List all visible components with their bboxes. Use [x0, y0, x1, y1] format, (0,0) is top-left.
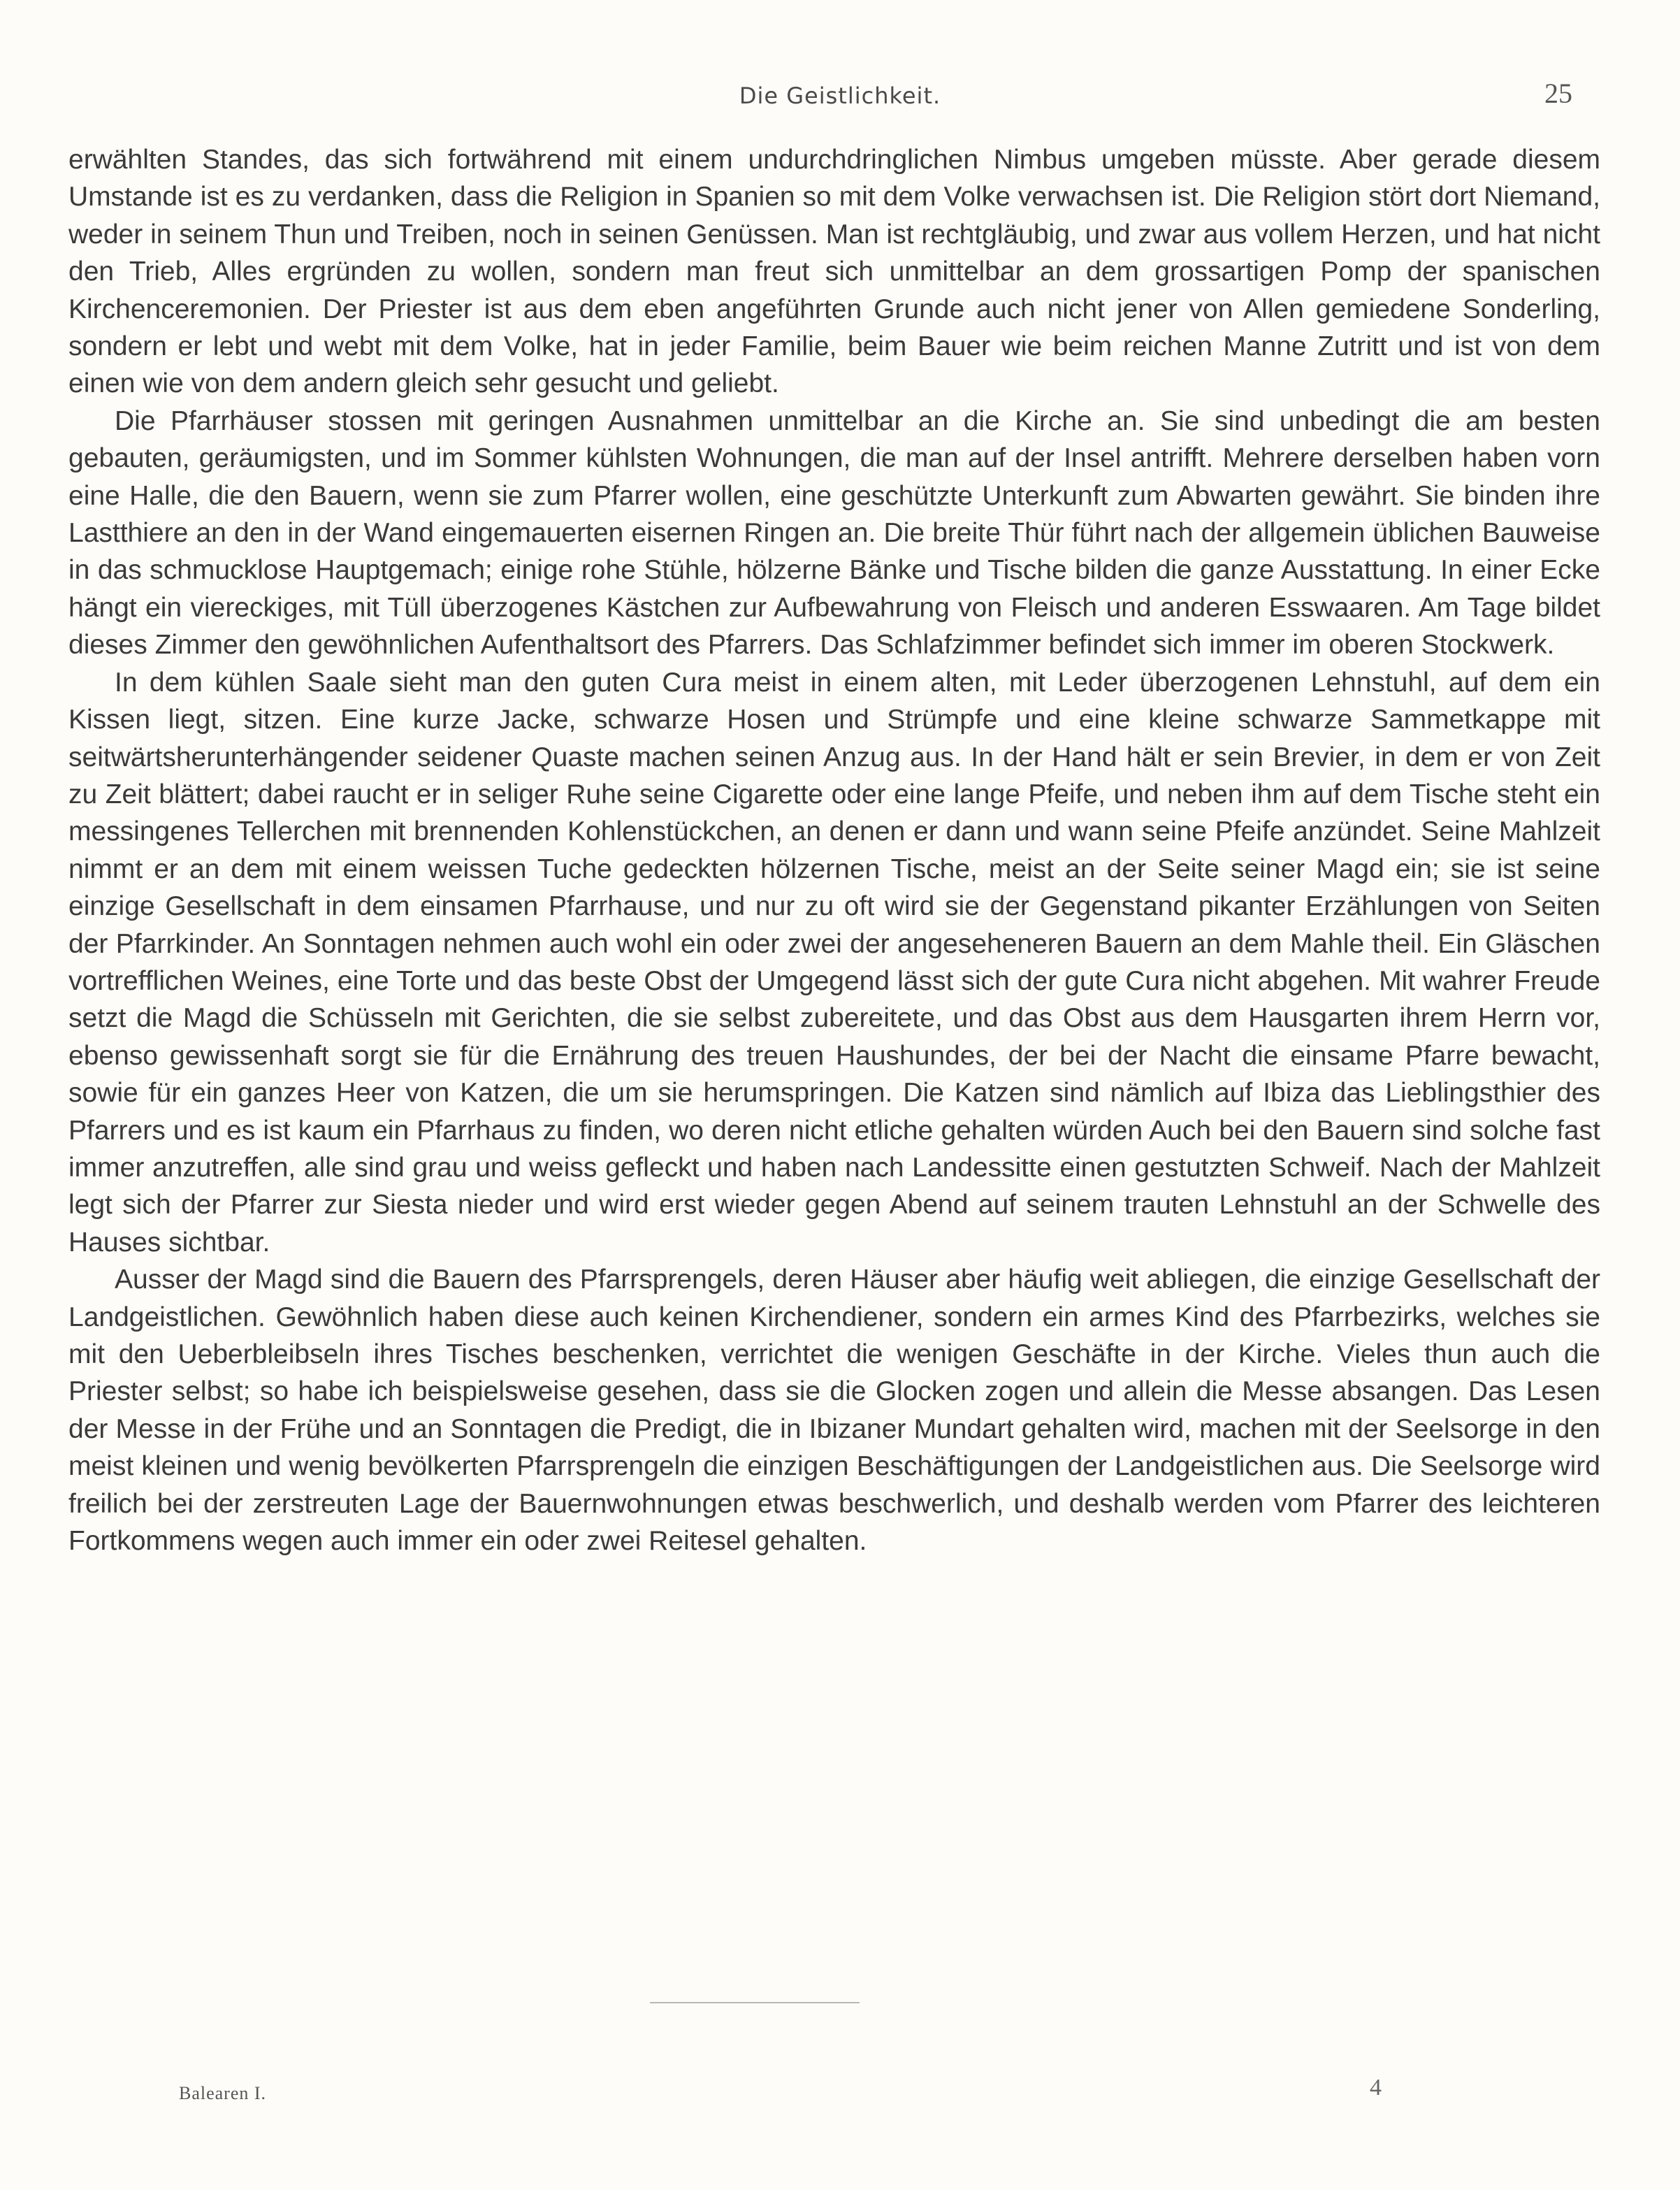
paragraph-2: Die Pfarrhäuser stossen mit geringen Ausnahmen unmittelbar an die Kirche an. Sie sind unbedingt die am besten gebauten, geräumigsten, und im Sommer kühlsten Wohnungen, die man auf der Insel antrifft. Mehrere derselben haben vorn eine Halle, die den Bauern, wenn sie zum Pfarrer wollen, eine geschützte Unterkunft zum Abwarten gewährt. Sie binden ihre Lastthiere an den in der Wand eingemauerten eisernen Ringen an. Die breite Thür führt nach der allgemein üblichen Bauweise in das schmucklose Hauptgemach; einige rohe Stühle, hölzerne Bänke und Tische bilden die ganze Ausstattung. In einer Ecke hängt ein viereckiges, mit Tüll überzogenes Kästchen zur Aufbewahrung von Fleisch und anderen Esswaaren. Am Tage bildet dieses Zimmer den gewöhnlichen Aufenthaltsort des Pfarrers. Das Schlafzimmer befindet sich immer im oberen Stockwerk. — [68, 405, 1600, 661]
paragraph-1: erwählten Standes, das sich fortwährend mit einem undurchdringlichen Nimbus umgeben müsste. Aber gerade diesem Umstande ist es zu verdanken, dass die Religion in Spanien so mit dem Volke verwachsen ist. Die Religion stört dort Niemand, weder in seinem Thun und Treiben, noch in seinen Genüssen. Man ist rechtgläubig, und zwar aus vollem Herzen, und hat nicht den Trieb, Alles ergründen zu wollen, sondern man freut sich unmittelbar an dem grossartigen Pomp der spanischen Kirchenceremonien. Der Priester ist aus dem eben angeführten Grunde auch nicht jener von Allen gemiedene Sonderling, sondern er lebt und webt mit dem Volke, hat in jeder Familie, beim Bauer wie beim reichen Manne Zutritt und ist von dem einen wie von dem andern gleich sehr gesucht und geliebt. — [68, 145, 1600, 399]
page-number: 25 — [1544, 78, 1572, 109]
printer-signature: Balearen I. — [179, 2083, 267, 2103]
paragraph-3: In dem kühlen Saale sieht man den guten Cura meist in einem alten, mit Leder überzogenen Lehnstuhl, auf dem ein Kissen liegt, sitzen. Eine kurze Jacke, schwarze Hosen und Strümpfe und eine kleine schwarze Sammetkappe mit seitwärtsherunterhängender seidener Quaste machen seinen Anzug aus. In der Hand hält er sein Brevier, in dem er von Zeit zu Zeit blättert; dabei raucht er in seliger Ruhe seine Cigarette oder eine lange Pfeife, und neben ihm auf dem Tische steht ein messingenes Tellerchen mit brennenden Kohlenstückchen, an denen er dann und wann seine Pfeife anzündet. Seine Mahlzeit nimmt er an dem mit einem weissen Tuche gedeckten hölzernen Tische, meist an der Seite seiner Magd ein; sie ist seine einzige Gesellschaft in dem einsamen Pfarrhause, und nur zu oft wird sie der Gegenstand pikanter Erzählungen von Seiten der Pfarrkinder. An Sonntagen nehmen auch wohl ein oder zwei der angeseheneren Bauern an dem Mahle theil. Ein Gläschen vortrefflichen Weines, eine Torte und das beste Obst der Umgegend lässt sich der gute Cura nicht abgehen. Mit wahrer Freude setzt die Magd die Schüsseln mit Gerichten, die sie selbst zubereitete, und das Obst aus dem Hausgarten ihrem Herrn vor, ebenso gewissenhaft sorgt sie für die Ernährung des treuen Haushundes, der bei der Nacht die einsame Pfarre bewacht, sowie für ein ganzes Heer von Katzen, die um sie herumspringen. Die Katzen sind nämlich auf Ibiza das Lieblingsthier des Pfarrers und es ist kaum ein Pfarrhaus zu finden, wo deren nicht etliche gehalten würden Auch bei den Bauern sind solche fast immer anzutreffen, alle sind grau und weiss gefleckt und haben nach Landessitte einen gestutzten Schweif. Nach der Mahlzeit legt sich der Pfarrer zur Siesta nieder und wird erst wieder gegen Abend auf seinem trauten Lehnstuhl an der Schwelle des Hauses sichtbar. — [68, 667, 1600, 1258]
running-head: Die Geistlichkeit. — [739, 82, 941, 109]
sheet-number: 4 — [1370, 2075, 1382, 2101]
section-divider — [650, 2002, 860, 2003]
body-text — [68, 141, 1600, 1559]
paragraph-4: Ausser der Magd sind die Bauern des Pfarrsprengels, deren Häuser aber häufig weit abliegen, die einzige Gesellschaft der Landgeistlichen. Gewöhnlich haben diese auch keinen Kirchendiener, sondern ein armes Kind des Pfarrbezirks, welches sie mit den Ueberbleibseln ihres Tisches beschenken, verrichtet die wenigen Geschäfte in der Kirche. Vieles thun auch die Priester selbst; so habe ich beispielsweise gesehen, dass sie die Glocken zogen und allein die Messe absangen. Das Lesen der Messe in der Frühe und an Sonntagen die Predigt, die in Ibizaner Mundart gehalten wird, machen mit der Seelsorge in den meist kleinen und wenig bevölkerten Pfarrsprengeln die einzigen Beschäftigungen der Landgeistlichen aus. Die Seelsorge wird freilich bei der zerstreuten Lage der Bauernwohnungen etwas beschwerlich, und deshalb werden vom Pfarrer des leichteren Fortkommens wegen auch immer ein oder zwei Reitesel gehalten. — [68, 1265, 1600, 1557]
